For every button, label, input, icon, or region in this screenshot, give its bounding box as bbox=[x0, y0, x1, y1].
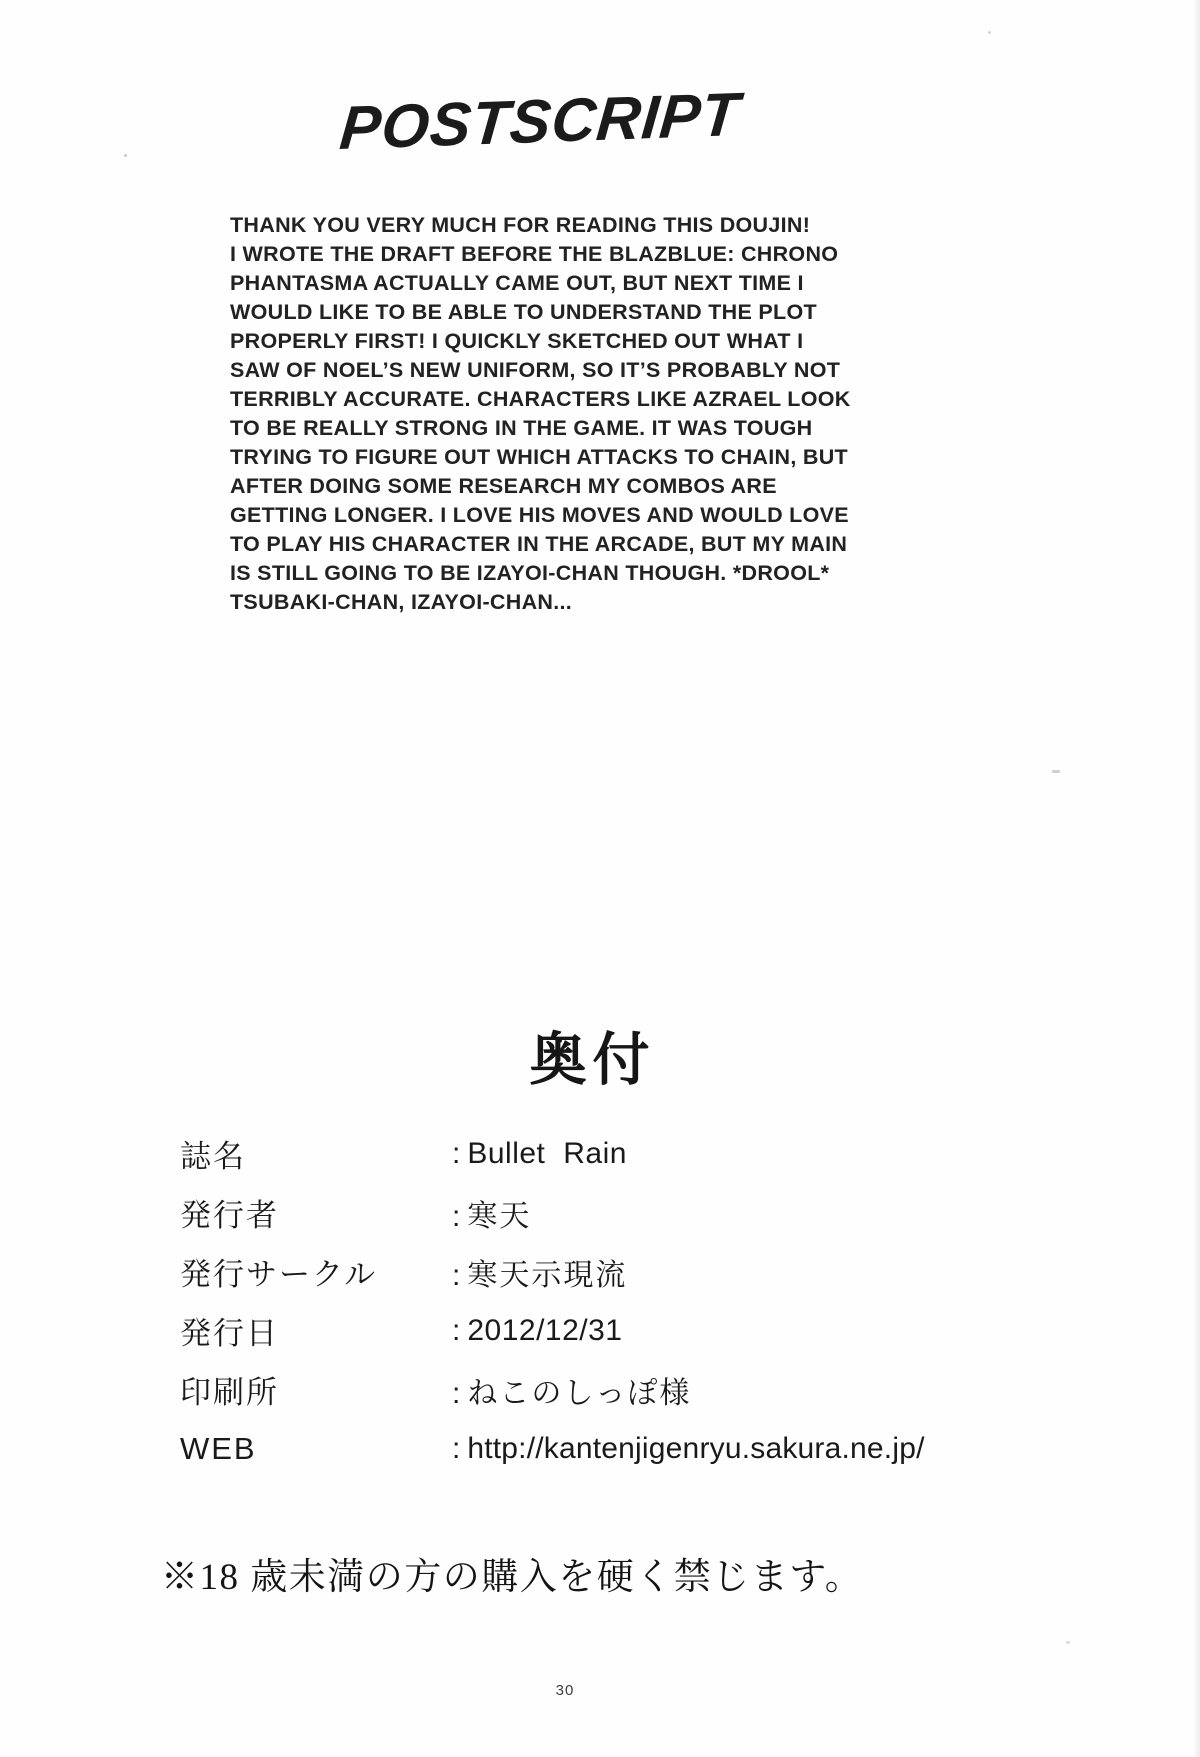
colophon-label: 発行者 bbox=[180, 1198, 279, 1233]
colon-separator: : bbox=[452, 1376, 461, 1410]
colophon-value: 寒天 bbox=[467, 1199, 532, 1233]
postscript-line: GETTING LONGER. I LOVE HIS MOVES AND WOULD LOVE bbox=[230, 503, 849, 527]
colophon-value: ねこのしっぽ様 bbox=[467, 1376, 692, 1410]
colophon-value: 2012/12/31 bbox=[467, 1313, 623, 1347]
colophon-row-title bbox=[0, 1124, 1200, 1183]
page-number: 30 bbox=[555, 1682, 575, 1699]
postscript-line: TSUBAKI-CHAN, IZAYOI-CHAN... bbox=[230, 590, 573, 614]
postscript-line: IS STILL GOING TO BE IZAYOI-CHAN THOUGH. *DROOL* bbox=[230, 561, 830, 585]
colophon-label: 発行日 bbox=[180, 1316, 279, 1351]
scan-speck bbox=[988, 31, 991, 34]
postscript-line: TO BE REALLY STRONG IN THE GAME. IT WAS TOUGH bbox=[230, 416, 813, 440]
colophon-label: 誌名 bbox=[180, 1139, 246, 1174]
age-warning: ※18 歳未満の方の購入を硬く禁じます。 bbox=[161, 1557, 864, 1598]
postscript-line: PHANTASMA ACTUALLY CAME OUT, BUT NEXT TIME I bbox=[230, 271, 804, 295]
scan-speck bbox=[1066, 1641, 1070, 1644]
colophon-value-group bbox=[452, 1368, 691, 1412]
page-title: POSTSCRIPT bbox=[337, 79, 743, 163]
scan-speck bbox=[124, 154, 127, 157]
colophon-table bbox=[0, 1124, 1200, 1478]
colophon-label: WEB bbox=[180, 1430, 257, 1466]
colon-separator: : bbox=[452, 1313, 461, 1347]
colophon-row-web bbox=[0, 1419, 1200, 1478]
colophon-label: 印刷所 bbox=[180, 1375, 279, 1410]
colophon-heading: 奥付 bbox=[529, 1028, 656, 1092]
colon-separator: : bbox=[452, 1199, 461, 1233]
scan-speck bbox=[1052, 770, 1060, 773]
scan-edge-shadow bbox=[1193, 0, 1200, 1757]
colophon-value-group bbox=[452, 1314, 623, 1348]
colophon-website-url: http://kantenjigenryu.sakura.ne.jp/ bbox=[467, 1431, 925, 1465]
postscript-paragraph bbox=[230, 211, 920, 617]
colophon-row-date bbox=[0, 1301, 1200, 1360]
colophon-value-group bbox=[452, 1137, 627, 1171]
colophon-value-group bbox=[452, 1191, 531, 1235]
postscript-line: TO PLAY HIS CHARACTER IN THE ARCADE, BUT MY MAIN bbox=[230, 532, 848, 556]
colophon-row-publisher bbox=[0, 1183, 1200, 1242]
postscript-line: THANK YOU VERY MUCH FOR READING THIS DOUJIN! bbox=[230, 213, 811, 237]
colon-separator: : bbox=[452, 1136, 461, 1170]
colophon-value-group bbox=[452, 1432, 925, 1466]
colophon-value: 寒天示現流 bbox=[467, 1258, 628, 1292]
postscript-line: I WROTE THE DRAFT BEFORE THE BLAZBLUE: CHRONO bbox=[230, 242, 839, 266]
colophon-row-circle bbox=[0, 1242, 1200, 1301]
postscript-line: TERRIBLY ACCURATE. CHARACTERS LIKE AZRAEL LOOK bbox=[230, 387, 851, 411]
colophon-value-group bbox=[452, 1250, 627, 1294]
colon-separator: : bbox=[452, 1431, 461, 1465]
colophon-value: Bullet Rain bbox=[467, 1136, 627, 1170]
postscript-line: WOULD LIKE TO BE ABLE TO UNDERSTAND THE PLOT bbox=[230, 300, 817, 324]
postscript-line: AFTER DOING SOME RESEARCH MY COMBOS ARE bbox=[230, 474, 777, 498]
colon-separator: : bbox=[452, 1258, 461, 1292]
colophon-row-printer bbox=[0, 1360, 1200, 1419]
postscript-line: TRYING TO FIGURE OUT WHICH ATTACKS TO CHAIN, BUT bbox=[230, 445, 848, 469]
postscript-line: SAW OF NOEL’S NEW UNIFORM, SO IT’S PROBABLY NOT bbox=[230, 358, 841, 382]
postscript-line: PROPERLY FIRST! I QUICKLY SKETCHED OUT WHAT I bbox=[230, 329, 804, 353]
colophon-label: 発行サークル bbox=[180, 1257, 378, 1292]
